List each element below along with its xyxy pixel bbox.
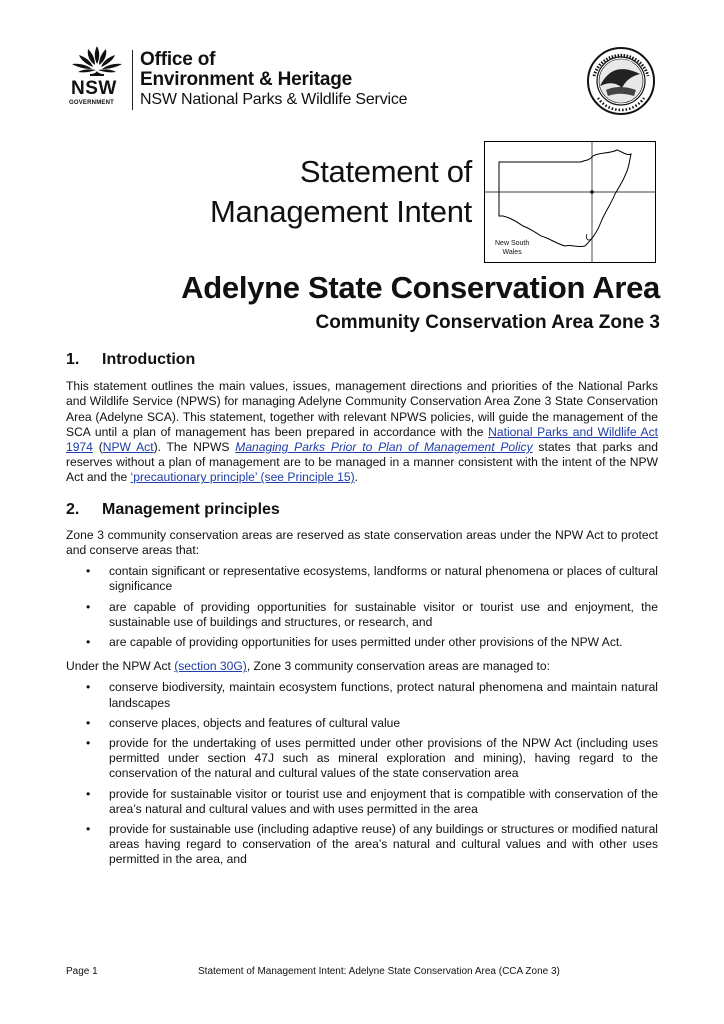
principles-intro-paragraph: Zone 3 community conservation areas are reserved as state conservation areas under the NPW Act to protect and conserve areas that:: [66, 527, 658, 558]
intro-text-a: This statement outlines the main values, issues, management directions and priorities of the National Parks and Wildlife Service (NPWS) for managing Adelyne Community Conservation Area Zone 3 State Conservation Area (Adelyne SCA). This statement, together with relevant NPWS policies, will guide the management of the SCA until a plan of management has been prepared in accordance with the: [66, 379, 658, 439]
document-body: [66, 352, 658, 868]
precautionary-principle-link[interactable]: ‘precautionary principle’ (see Principle 15): [130, 470, 355, 485]
section-title: Introduction: [102, 351, 196, 368]
org-line-1: Office of: [140, 49, 216, 70]
npw-act-link[interactable]: National Parks and Wildlife Act 1974: [66, 424, 658, 455]
section-number: 1.: [66, 351, 80, 368]
section-title: Management principles: [102, 500, 280, 518]
page-header: [66, 44, 666, 116]
intro-text-b: (: [92, 440, 103, 455]
list-item: • provide for the undertaking of uses permitted under other provisions of the NPW Act (including uses permitted under section 47J such as mineral exploration and mining), having regard to the conservation of the natural and cultural values of the state conservation area: [66, 736, 658, 782]
government-wordmark: GOVERNMENT: [69, 100, 115, 106]
reserve-subtitle: Community Conservation Area Zone 3: [315, 312, 660, 333]
list-item: • conserve places, objects and features of cultural value: [66, 716, 658, 731]
list-item: • conserve biodiversity, maintain ecosystem functions, protect natural phenomena and maintain natural landscapes: [66, 680, 658, 710]
list-item: • provide for sustainable visitor or tourist use and enjoyment that is compatible with conservation of the area’s natural and cultural values and with uses permitted in the area: [66, 787, 658, 817]
list-item: • are capable of providing opportunities for uses permitted under other provisions of the NPW Act.: [66, 635, 658, 650]
list-item: • contain significant or representative ecosystems, landforms or natural phenomena or places of cultural significance: [66, 564, 658, 594]
management-text-a: Under the NPW Act: [66, 659, 175, 674]
intro-text-d: states that parks and reserves without a plan of management are to be managed in a manner consistent with the intent of the NPW Act and the: [66, 440, 658, 485]
waratah-icon: [70, 44, 124, 78]
page-number: Page 1: [66, 966, 98, 977]
locality-map: [484, 141, 656, 263]
npw-act-abbrev-link[interactable]: NPW Act: [102, 440, 154, 455]
list-item: • provide for sustainable use (including adaptive reuse) of any buildings or structures or modified natural areas having regard to conservation of the area’s natural and cultural values and with other uses permitted in the area, and: [66, 822, 658, 868]
npws-seal-icon: [586, 46, 656, 116]
section-heading-management-principles: [66, 502, 658, 517]
introduction-paragraph: [66, 379, 658, 485]
map-label-line-2: Wales: [502, 249, 522, 256]
list-item: • are capable of providing opportunities for sustainable visitor or tourist use and enjoyment, the sustainable use of buildings and structures, or research, and: [66, 600, 658, 630]
nsw-government-logo: [66, 44, 128, 112]
map-label-line-1: New South: [495, 240, 530, 247]
nsw-wordmark: NSW: [71, 78, 117, 99]
title-line-2: Management Intent: [209, 194, 472, 229]
section-number: 2.: [66, 500, 80, 518]
organisation-name: [140, 50, 407, 110]
section-30g-link[interactable]: (section 30G): [174, 659, 247, 674]
org-line-2: Environment & Heritage: [140, 69, 353, 90]
map-label: [495, 239, 529, 257]
section-heading-introduction: [66, 352, 658, 367]
managing-parks-policy-link[interactable]: Managing Parks Prior to Plan of Management Policy: [235, 440, 533, 455]
intro-text-c: ). The NPWS: [153, 440, 236, 455]
management-text-b: , Zone 3 community conservation areas are managed to:: [246, 659, 550, 674]
management-objectives-list: [66, 680, 658, 867]
document-type-title: [210, 152, 472, 232]
header-divider: [132, 50, 133, 110]
management-intro-paragraph: [66, 659, 658, 674]
title-line-1: Statement of: [299, 154, 472, 189]
org-line-3: NSW National Parks & Wildlife Service: [140, 91, 408, 108]
reserve-purpose-list: [66, 564, 658, 650]
reserve-title: Adelyne State Conservation Area: [181, 270, 660, 305]
footer-title: Statement of Management Intent: Adelyne State Conservation Area (CCA Zone 3): [198, 966, 560, 977]
intro-text-e: .: [354, 470, 358, 485]
